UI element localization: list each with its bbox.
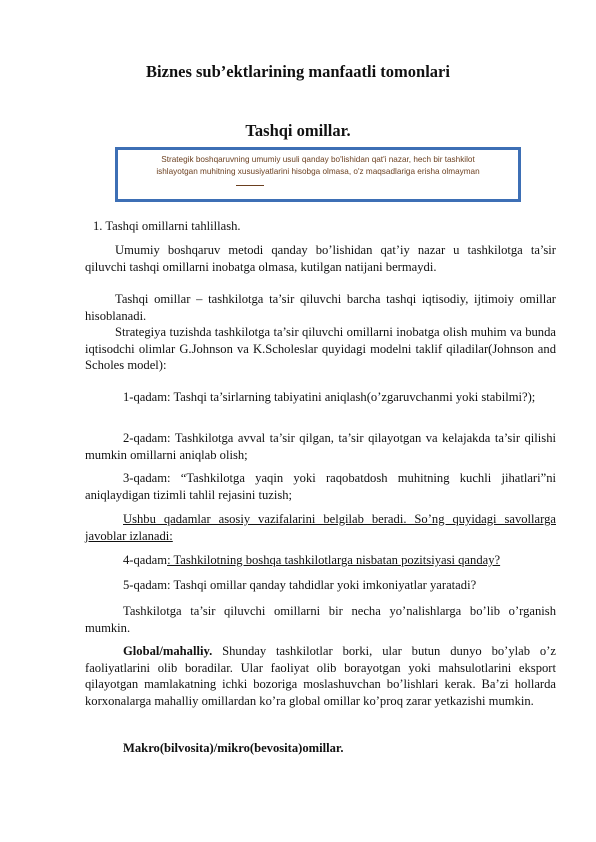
page-heading: Biznes sub’ektlarining manfaatli tomonlari bbox=[146, 62, 450, 81]
step-5: 5-qadam: Tashqi omillar qanday tahdidlar yoki imkoniyatlar yaratadi? bbox=[123, 578, 477, 592]
paragraph-2: Tashqi omillar – tashkilotga ta’sir qiluvchi barcha tashqi iqtisodiy, ijtimoiy omillar hisoblanadi. bbox=[85, 292, 556, 323]
global-label: Global/mahalliy. bbox=[123, 644, 213, 658]
step-4-label: 4-qadam bbox=[123, 553, 168, 567]
paragraph-1: Umumiy boshqaruv metodi qanday bo’lishidan qat’iy nazar u tashkilotga ta’sir qiluvchi tashqi omillarni inobatga olmasa, kutilgan natijani bermaydi. bbox=[85, 243, 556, 274]
paragraph-global bbox=[85, 643, 556, 709]
banner-line-2: ishlayotgan muhitning xususiyatlarini hisobga olmasa, o'z maqsadlariga erisha olmayman bbox=[156, 167, 480, 176]
step-2: 2-qadam: Tashkilotga avval ta’sir qilgan, ta’sir qilayotgan va kelajakda ta’sir qilishi mumkin omillarni aniqlab olish; bbox=[85, 431, 556, 462]
macro-heading: Makro(bilvosita)/mikro(bevosita)omillar. bbox=[123, 741, 344, 755]
quote-banner bbox=[115, 147, 521, 202]
banner-divider bbox=[236, 185, 264, 186]
section-heading: Tashqi omillar. bbox=[245, 121, 351, 140]
underlined-intro: Ushbu qadamlar asosiy vazifalarini belgilab beradi. So’ng quyidagi savollarga javoblar izlanadi: bbox=[85, 512, 556, 543]
step-4 bbox=[85, 552, 556, 569]
paragraph-4: Tashkilotga ta’sir qiluvchi omillarni bir necha yo’nalishlarga bo’lib o’rganish mumkin. bbox=[85, 604, 556, 635]
global-text: Shunday tashkilotlar borki, ular butun dunyo bo’ylab o’z faoliyatlarini olib boradilar. Ular faoliyat olib borayotgan yoki mahsulotlarini eksport qilayotgan mamlakatning ichki bozoriga moslashuvchan bo’lishlari kerak. Ba’zi hollarda korxonalarga mahalliy omillardan ko’ra global omillar ko’proq zarar yetkazishi mumkin. bbox=[85, 644, 556, 708]
list-item-1: 1. Tashqi omillarni tahlillash. bbox=[93, 219, 241, 233]
step-3: 3-qadam: “Tashkilotga yaqin yoki raqobatdosh muhitning kuchli jihatlari”ni aniqlaydigan tizimli tahlil rejasini tuzish; bbox=[85, 471, 556, 502]
paragraph-3: Strategiya tuzishda tashkilotga ta’sir qiluvchi omillarni inobatga olish muhim va bunda iqtisodchi olimlar G.Johnson va K.Scholeslar quyidagi modelni taklif qiladilar(Johnson and Scholes model): bbox=[85, 325, 556, 373]
step-4-text: : Tashkilotning boshqa tashkilotlarga nisbatan pozitsiyasi qanday? bbox=[167, 553, 501, 567]
banner-line-1: Strategik boshqaruvning umumiy usuli qanday bo'lishidan qat'i nazar, hech bir tashkilot bbox=[161, 155, 475, 164]
step-1: 1-qadam: Tashqi ta’sirlarning tabiyatini aniqlash(o’zgaruvchanmi yoki stabilmi?); bbox=[123, 390, 536, 404]
